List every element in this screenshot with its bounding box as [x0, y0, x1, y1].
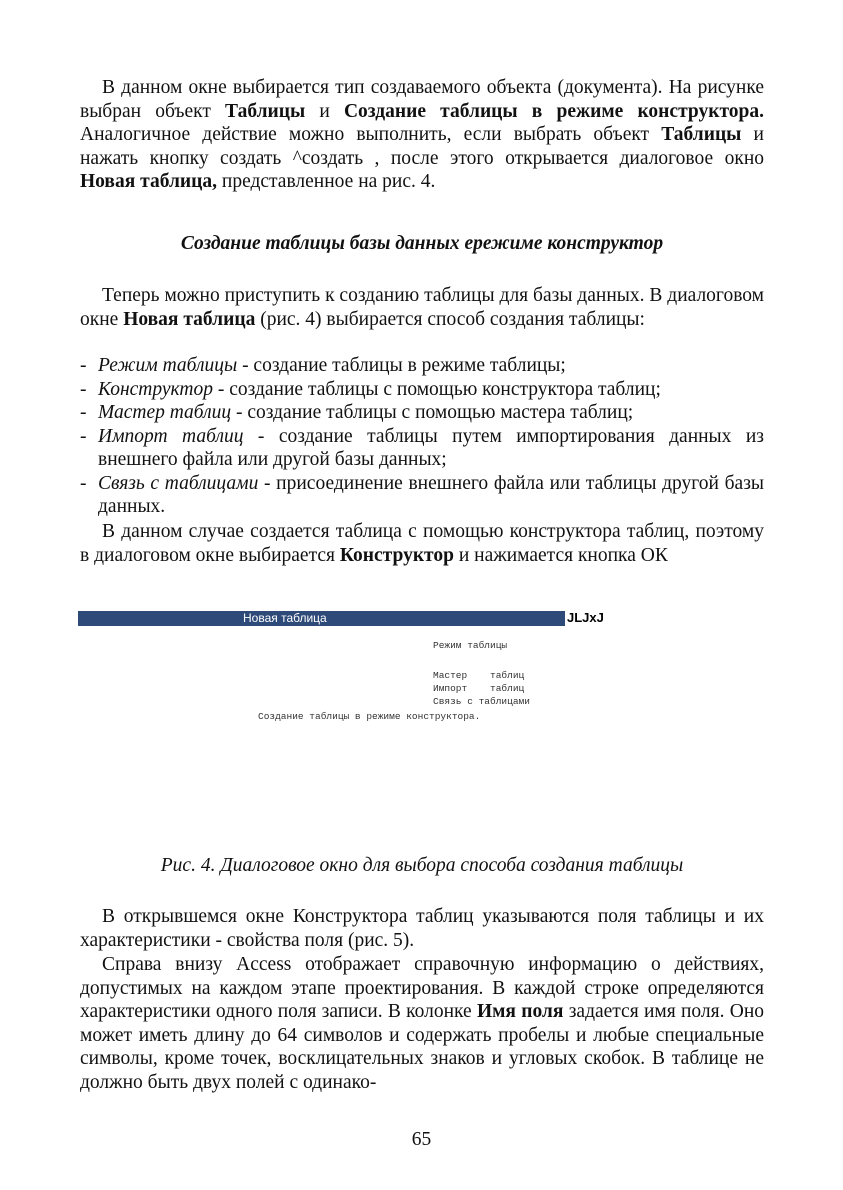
paragraph-methods-intro — [80, 284, 764, 331]
option-wizard: Мастер таблиц — [433, 670, 525, 681]
paragraph-intro — [80, 76, 764, 194]
method-name: Конструктор — [98, 378, 213, 400]
text: Справа внизу Access отображает справочную информацию о действиях, допустимых на каждом этапе проектирования. В каждой строке определяются характеристики одного поля записи. В колонке — [80, 954, 764, 1022]
option-import: Импорт таблиц — [433, 683, 525, 694]
text: и нажимается кнопка ОК — [453, 544, 668, 566]
text: В данном случае создается таблица с помощью конструктора таблиц, поэтому в диалоговом окне выбирается — [80, 521, 764, 566]
bold-text: Создание таблицы в режиме конструктора. — [343, 100, 765, 122]
bold-text: Таблицы — [225, 100, 306, 122]
text: Аналогичное действие можно выполнить, если выбрать объект — [80, 124, 662, 145]
text: В данном окне выбирается тип создаваемого объекта (документа). На рисунке выбран объект — [80, 77, 764, 122]
method-desc: - создание таблицы в режиме таблицы; — [237, 355, 566, 376]
methods-list — [80, 354, 764, 519]
method-name: Мастер таблиц — [98, 402, 232, 423]
text: и нажать кнопку создать ^создать , после этого открывается диалоговое окно — [80, 124, 764, 169]
text: представленное на рис. 4. — [217, 171, 436, 192]
paragraph-constructor-choice — [80, 520, 764, 567]
dash-mark: - — [80, 402, 87, 423]
bold-text: Имя поля — [476, 1001, 564, 1022]
dialog-window-controls: JLJxJ — [567, 610, 604, 625]
bold-text: Таблицы — [661, 124, 742, 145]
method-desc: - присоединение внешнего файла или таблицы другой базы данных. — [98, 472, 765, 517]
dash-mark: - — [80, 355, 87, 376]
list-item — [80, 472, 764, 519]
text: Теперь можно приступить к созданию таблицы для базы данных. В диалоговом окне — [80, 285, 764, 330]
paragraph-access-help — [80, 953, 764, 1094]
dash-mark: - — [80, 378, 87, 400]
dialog-title: Новая таблица — [243, 611, 327, 625]
method-desc: - создание таблицы с помощью мастера таблиц; — [231, 402, 634, 423]
section-heading: Создание таблицы базы данных ережиме конструктор — [180, 233, 664, 254]
paragraph-designer: В открывшемся окне Конструктора таблиц указываются поля таблицы и их характеристики - свойства поля (рис. 5). — [80, 906, 764, 951]
text: задается имя поля. Оно может иметь длину до 64 символов и содержать пробелы и любые специальные символы, кроме точек, восклицательных знаков и угловых скобок. В таблице не должно быть двух полей с одинако- — [80, 1001, 765, 1093]
list-item — [80, 354, 764, 378]
bold-text: Новая таблица, — [80, 171, 218, 192]
text: и — [305, 100, 344, 122]
method-name: Режим таблицы — [98, 355, 238, 376]
option-link: Связь с таблицами — [433, 696, 530, 707]
method-name: Импорт таблиц — [98, 425, 244, 447]
text: (рис. 4) выбирается способ создания таблицы: — [255, 308, 645, 330]
method-desc: - создание таблицы путем импортирования данных из внешнего файла или другой базы данных; — [98, 425, 764, 470]
method-name: Связь с таблицами — [98, 472, 259, 494]
option-table-mode: Режим таблицы — [433, 640, 508, 651]
list-item — [80, 401, 764, 425]
dialog-description: Создание таблицы в режиме конструктора. — [258, 711, 481, 722]
dash-mark: - — [80, 472, 87, 494]
list-item — [80, 425, 764, 472]
method-desc: - создание таблицы с помощью конструктора таблиц; — [212, 378, 661, 400]
dash-mark: - — [80, 425, 87, 447]
dialog-titlebar — [78, 611, 565, 626]
bold-text: Конструктор — [339, 544, 454, 566]
bold-text: Новая таблица — [123, 308, 256, 330]
figure-caption: Рис. 4. Диалоговое окно для выбора способа создания таблицы — [160, 855, 684, 876]
page-number: 65 — [411, 1129, 432, 1150]
list-item — [80, 378, 764, 402]
